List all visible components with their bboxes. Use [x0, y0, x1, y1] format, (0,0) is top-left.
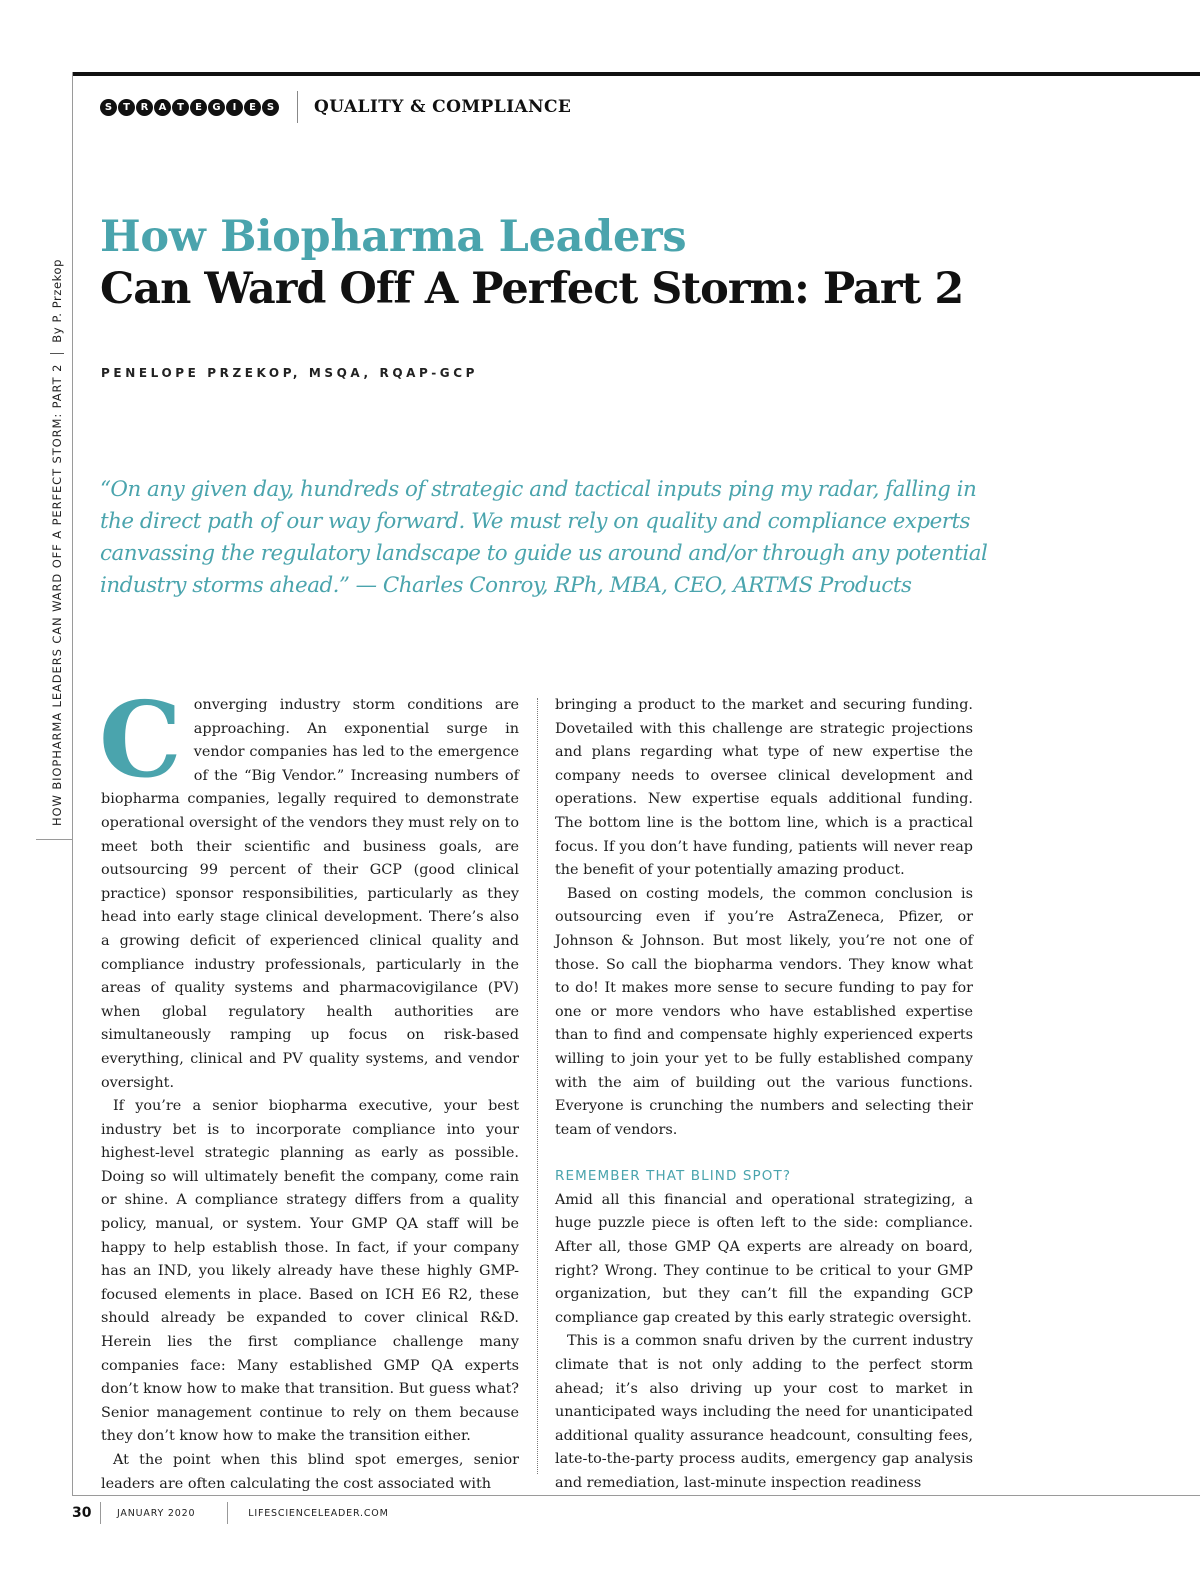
paragraph: If you’re a senior biopharma executive, your best industry bet is to incorporate compliance into your highest-level strategic planning as early as possible. Doing so will ultimately benefit the company, come rain or shine. A compliance strategy differs from a quality policy, manual, or system. Your GMP QA staff will be happy to help establish those. In fact, if your company has an IND, you likely already have these highly GMP-focused elements in place. Based on ICH E6 R2, these should already be expanded to cover clinical R&D. Herein lies the first compliance challenge many companies face: Many established GMP QA experts don’t know how to make that transition. But guess what? Senior management continue to rely on them because they don’t know how to make the transition either. [101, 1098, 519, 1445]
badge-letter: E [190, 99, 207, 116]
pull-quote: “On any given day, hundreds of strategic and tactical inputs ping my radar, falling in the direct path of our way forward. We must rely on quality and compliance experts canvassing the regulatory landscape to guide us around and/or through any potential industry storms ahead.” — Charles Conroy, RPh, MBA, CEO, ARTMS Products [100, 477, 988, 598]
side-separator [50, 353, 64, 354]
section-label: QUALITY & COMPLIANCE [314, 97, 572, 117]
issue-date: JANUARY 2020 [117, 1507, 196, 1519]
author-byline: PENELOPE PRZEKOP, MSQA, RQAP-GCP [101, 366, 479, 380]
drop-cap: C [99, 678, 182, 801]
page-number: 30 [72, 1505, 92, 1521]
article-title-line-1: How Biopharma Leaders [100, 212, 687, 262]
side-article-title: HOW BIOPHARMA LEADERS CAN WARD OFF A PERFECT STORM: PART 2 [50, 363, 64, 826]
strategies-badge [100, 99, 279, 116]
column-divider [537, 698, 538, 1474]
badge-letter: S [100, 99, 117, 116]
side-byline: By P. Przekop [50, 258, 64, 343]
subheading: REMEMBER THAT BLIND SPOT? [555, 1168, 792, 1185]
site-url: LIFESCIENCELEADER.COM [248, 1507, 389, 1519]
left-margin-rule [72, 72, 73, 1496]
body-column-right [555, 694, 973, 1491]
paragraph: bringing a product to the market and securing funding. Dovetailed with this challenge are strategic projections and plans regarding what type of new expertise the company needs to oversee clinical development and operations. New expertise equals additional funding. The bottom line is the bottom line, which is a practical focus. If you don’t have funding, patients will never reap the benefit of your potentially amazing product. [555, 697, 973, 879]
paragraph [99, 678, 519, 1095]
body-column-left [99, 678, 519, 1492]
badge-letter: G [208, 99, 225, 116]
side-tick-rule [36, 839, 72, 840]
paragraph: This is a common snafu driven by the current industry climate that is not only adding to the perfect storm ahead; it’s also driving up your cost to market in unanticipated ways including the need for unanticipated additional quality assurance headcount, consulting fees, late-to-the-party process audits, emergency gap analysis and remediation, last-minute inspection readiness [555, 1333, 973, 1491]
paragraph: At the point when this blind spot emerges, senior leaders are often calculating the cost associated with [101, 1452, 519, 1492]
footer-separator [100, 1502, 101, 1524]
badge-letter: E [244, 99, 261, 116]
badge-letter: S [262, 99, 279, 116]
paragraph: Amid all this financial and operational strategizing, a huge puzzle piece is often left to the side: compliance. After all, those GMP QA experts are already on board, right? Wrong. They continue to be critical to your GMP organization, but they can’t fill the expanding GCP compliance gap created by this early strategic oversight. [555, 1191, 973, 1326]
page-footer [72, 1500, 389, 1526]
footer-separator [227, 1502, 228, 1524]
top-rule [72, 72, 1200, 76]
paragraph: Based on costing models, the common conclusion is outsourcing even if you’re AstraZeneca, Pfizer, or Johnson & Johnson. But most likely, you’re not one of those. So call the biopharma vendors. They know what to do! It makes more sense to secure funding to pay for one or more vendors who have established expertise than to find and compensate highly experienced experts willing to join your yet to be fully established company with the aim of building out the various functions. Everyone is crunching the numbers and selecting their team of vendors. [555, 885, 973, 1138]
header-divider [297, 91, 298, 123]
badge-letter: T [172, 99, 189, 116]
badge-letter: R [136, 99, 153, 116]
paragraph-text: onverging industry storm conditions are approaching. An exponential surge in vendor companies has led to the emergence of the “Big Vendor.” Increasing numbers of biopharma companies, legally required to demonstrate operational oversight of the vendors they must rely on to meet both their scientific and business goals, are outsourcing 99 percent of their GCP (good clinical practice) sponsor responsibilities, particularly as they head into early stage clinical development. There’s also a growing deficit of experienced clinical quality and compliance industry professionals, particularly in the areas of quality systems and pharmacovigilance (PV) when global regulatory health authorities are simultaneously ramping up focus on risk-based everything, clinical and PV quality systems, and vendor oversight. [101, 697, 519, 1091]
badge-letter: I [226, 99, 243, 116]
badge-letter: T [118, 99, 135, 116]
article-title-line-2: Can Ward Off A Perfect Storm: Part 2 [100, 264, 964, 314]
side-running-title [50, 259, 64, 826]
section-header [100, 90, 571, 124]
badge-letter: A [154, 99, 171, 116]
